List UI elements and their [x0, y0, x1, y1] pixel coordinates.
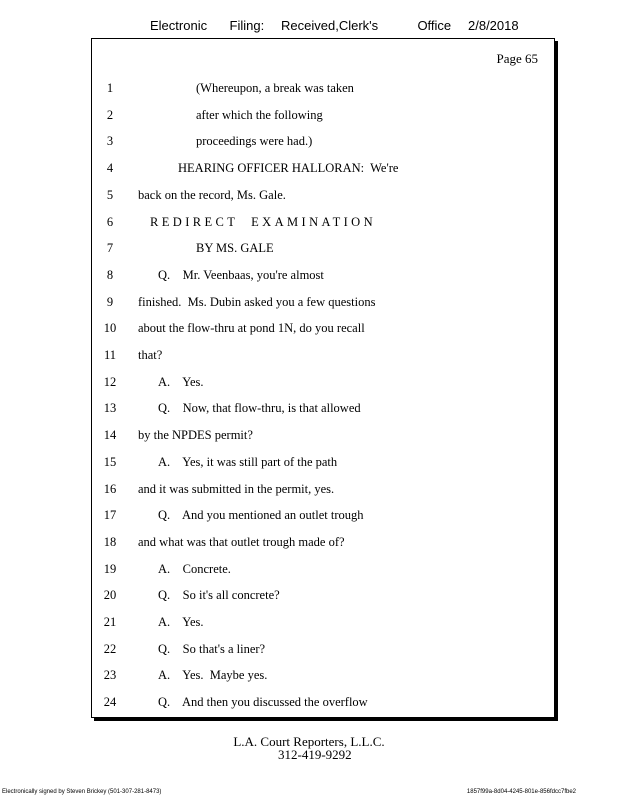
- transcript-line: [92, 134, 554, 152]
- transcript-line: [92, 268, 554, 286]
- line-number: 8: [106, 267, 114, 282]
- transcript-line: [92, 428, 554, 446]
- transcript-line: [92, 321, 554, 339]
- line-text: about the flow-thru at pond 1N, do you recall: [138, 321, 365, 336]
- line-text: after which the following: [196, 107, 323, 122]
- transcript-line: [92, 455, 554, 473]
- line-text: and what was that outlet trough made of?: [138, 534, 345, 549]
- line-number: 17: [103, 508, 117, 523]
- line-text: A. Concrete.: [158, 561, 231, 576]
- line-text: back on the record, Ms. Gale.: [138, 187, 286, 202]
- transcript-line: [92, 668, 554, 686]
- line-number: 4: [106, 161, 114, 176]
- line-text: REDIRECT EXAMINATION: [150, 214, 377, 229]
- filing-header: Electronic Filing: Received,Clerk's Office 2/8/2018: [150, 18, 519, 33]
- line-text: Q. And then you discussed the overflow: [158, 695, 368, 710]
- transcript-line: [92, 588, 554, 606]
- line-number: 20: [103, 588, 117, 603]
- transcript-line: [92, 108, 554, 126]
- line-number: 7: [106, 241, 114, 256]
- line-text: A. Yes. Maybe yes.: [158, 668, 268, 683]
- line-text: by the NPDES permit?: [138, 428, 253, 443]
- transcript-line: [92, 188, 554, 206]
- line-number: 14: [103, 428, 117, 443]
- line-text: proceedings were had.): [196, 134, 313, 149]
- line-text: Q. So that's a liner?: [158, 641, 266, 656]
- line-text: HEARING OFFICER HALLORAN: We're: [178, 161, 399, 176]
- transcript-line: [92, 695, 554, 713]
- transcript-line: [92, 482, 554, 500]
- reporter-phone: 312-419-9292: [278, 747, 352, 762]
- transcript-line: [92, 535, 554, 553]
- transcript-line: [92, 81, 554, 99]
- line-number: 9: [106, 294, 114, 309]
- electronic-signature: Electronically signed by Steven Brickey (501-307-281-8473): [2, 789, 162, 795]
- transcript-page: [91, 38, 555, 718]
- line-text: Q. Now, that flow-thru, is that allowed: [158, 401, 361, 416]
- transcript-line: [92, 401, 554, 419]
- transcript-line: [92, 241, 554, 259]
- transcript-line: [92, 562, 554, 580]
- line-text: A. Yes.: [158, 615, 204, 629]
- line-number: 23: [103, 668, 117, 683]
- transcript-line: [92, 615, 554, 633]
- line-number: 5: [106, 187, 114, 202]
- line-text: A. Yes.: [158, 374, 204, 389]
- transcript-line: [92, 642, 554, 660]
- transcript-line: [92, 161, 554, 179]
- transcript-line: [92, 508, 554, 526]
- line-number: 6: [106, 214, 114, 229]
- line-text: Q. Mr. Veenbaas, you're almost: [158, 267, 324, 282]
- transcript-line: [92, 375, 554, 393]
- transcript-line: [92, 348, 554, 366]
- line-text: A. Yes, it was still part of the path: [158, 454, 338, 469]
- reporter-company: L.A. Court Reporters, L.L.C.: [233, 734, 385, 749]
- line-number: 11: [103, 348, 117, 362]
- line-number: 2: [106, 107, 114, 122]
- transcript-line: [92, 215, 554, 233]
- line-text: and it was submitted in the permit, yes.: [138, 481, 335, 496]
- line-number: 1: [106, 81, 114, 95]
- line-number: 15: [103, 454, 117, 469]
- line-number: 16: [103, 481, 117, 496]
- line-number: 21: [103, 615, 117, 629]
- transcript-line: [92, 295, 554, 313]
- line-number: 13: [103, 401, 117, 416]
- line-number: 3: [106, 134, 114, 149]
- line-text: Q. So it's all concrete?: [158, 588, 280, 603]
- line-number: 22: [103, 641, 117, 656]
- line-number: 19: [103, 561, 117, 576]
- page-number: Page 65: [496, 51, 538, 66]
- line-text: BY MS. GALE: [196, 241, 274, 256]
- line-number: 10: [103, 321, 117, 336]
- line-number: 18: [103, 534, 117, 549]
- line-number: 24: [103, 695, 117, 710]
- line-text: that?: [138, 348, 163, 362]
- document-hash: 1857f99a-8d04-4245-801e-856fdcc7fbe2: [466, 789, 576, 795]
- line-text: Q. And you mentioned an outlet trough: [158, 508, 364, 523]
- line-text: finished. Ms. Dubin asked you a few questions: [138, 294, 376, 309]
- line-text: (Whereupon, a break was taken: [196, 81, 354, 95]
- line-number: 12: [103, 374, 117, 389]
